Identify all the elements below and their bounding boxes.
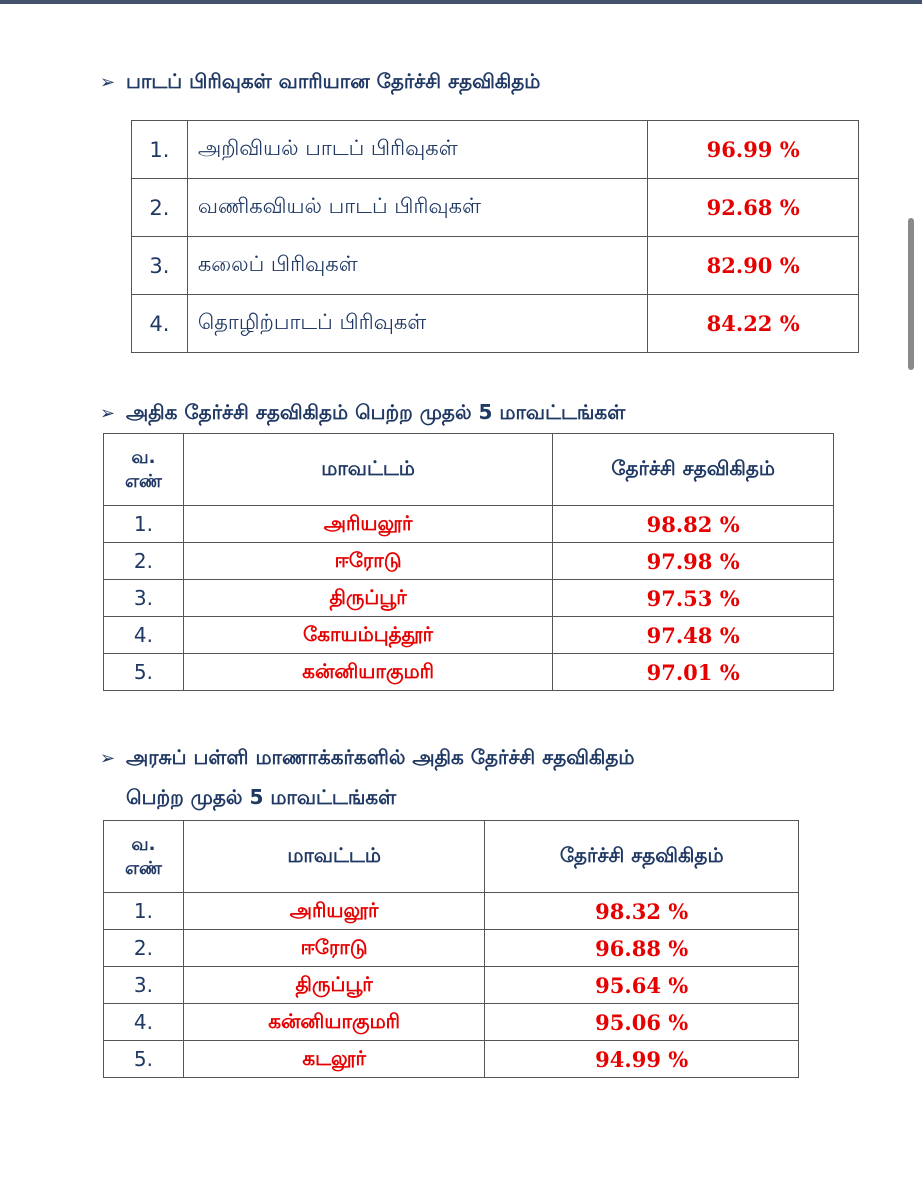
table-row	[132, 179, 859, 237]
pass-percent: 96.88 %	[485, 930, 799, 967]
table-row	[132, 121, 859, 179]
table-header-row	[104, 434, 834, 506]
table-row	[104, 580, 834, 617]
table-row	[104, 543, 834, 580]
pass-percent: 96.99 %	[648, 121, 859, 179]
pass-percent: 98.82 %	[553, 506, 834, 543]
pass-percent: 97.01 %	[553, 654, 834, 691]
pass-percent-header: தேர்ச்சி சதவிகிதம்	[485, 821, 799, 893]
row-number: 2.	[104, 930, 184, 967]
table-row	[104, 654, 834, 691]
row-number: 2.	[104, 543, 184, 580]
stream-label: வணிகவியல் பாடப் பிரிவுகள்	[187, 179, 647, 237]
district-header: மாவட்டம்	[183, 821, 485, 893]
district-name: அரியலூர்	[183, 893, 485, 930]
table-row	[132, 237, 859, 295]
pass-percent-header: தேர்ச்சி சதவிகிதம்	[553, 434, 834, 506]
pass-percent: 94.99 %	[485, 1041, 799, 1078]
top-border	[0, 0, 922, 4]
district-header: மாவட்டம்	[183, 434, 552, 506]
row-number: 4.	[104, 1004, 184, 1041]
district-name: கடலூர்	[183, 1041, 485, 1078]
pass-percent: 98.32 %	[485, 893, 799, 930]
table-row	[104, 1004, 799, 1041]
serial-number-header	[104, 434, 184, 506]
stream-label: தொழிற்பாடப் பிரிவுகள்	[187, 295, 647, 353]
sno-header-line2: எண்	[124, 857, 162, 879]
table-row	[104, 1041, 799, 1078]
pass-percent: 95.64 %	[485, 967, 799, 1004]
row-number: 5.	[104, 1041, 184, 1078]
pass-percent: 82.90 %	[648, 237, 859, 295]
sno-header-line1: வ.	[131, 446, 156, 468]
table-row	[132, 295, 859, 353]
bullet-arrow-icon: ➢	[100, 403, 116, 424]
row-number: 3.	[132, 237, 188, 295]
stream-label: அறிவியல் பாடப் பிரிவுகள்	[187, 121, 647, 179]
district-name: ஈரோடு	[183, 930, 485, 967]
row-number: 1.	[104, 893, 184, 930]
row-number: 2.	[132, 179, 188, 237]
stream-pass-table	[131, 120, 859, 353]
section3-heading	[100, 742, 635, 812]
district-name: திருப்பூர்	[183, 580, 552, 617]
district-name: அரியலூர்	[183, 506, 552, 543]
district-name: கன்னியாகுமரி	[183, 654, 552, 691]
table-row	[104, 930, 799, 967]
table-row	[104, 893, 799, 930]
district-name: திருப்பூர்	[183, 967, 485, 1004]
table-row	[104, 506, 834, 543]
row-number: 5.	[104, 654, 184, 691]
top-districts-table	[103, 433, 834, 691]
row-number: 3.	[104, 580, 184, 617]
section3-title-line1: அரசுப் பள்ளி மாணாக்கர்களில் அதிக தேர்ச்சி சதவிகிதம்	[126, 745, 635, 769]
bullet-arrow-icon: ➢	[100, 72, 116, 93]
stream-label: கலைப் பிரிவுகள்	[187, 237, 647, 295]
row-number: 1.	[104, 506, 184, 543]
bullet-arrow-icon: ➢	[100, 748, 116, 769]
row-number: 4.	[132, 295, 188, 353]
govt-school-districts-table	[103, 820, 799, 1078]
sno-header-line1: வ.	[131, 833, 156, 855]
row-number: 1.	[132, 121, 188, 179]
district-name: கன்னியாகுமரி	[183, 1004, 485, 1041]
section1-title: பாடப் பிரிவுகள் வாரியான தேர்ச்சி சதவிகிதம்	[126, 69, 541, 93]
pass-percent: 84.22 %	[648, 295, 859, 353]
table-header-row	[104, 821, 799, 893]
section2-heading	[100, 397, 625, 429]
pass-percent: 97.48 %	[553, 617, 834, 654]
pass-percent: 97.53 %	[553, 580, 834, 617]
row-number: 3.	[104, 967, 184, 1004]
section1-heading	[100, 66, 540, 98]
row-number: 4.	[104, 617, 184, 654]
table-row	[104, 617, 834, 654]
district-name: கோயம்புத்தூர்	[183, 617, 552, 654]
pass-percent: 97.98 %	[553, 543, 834, 580]
pass-percent: 92.68 %	[648, 179, 859, 237]
sno-header-line2: எண்	[124, 470, 162, 492]
section3-title-line2: பெற்ற முதல் 5 மாவட்டங்கள்	[126, 785, 397, 809]
section2-title: அதிக தேர்ச்சி சதவிகிதம் பெற்ற முதல் 5 மாவட்டங்கள்	[126, 400, 626, 424]
pass-percent: 95.06 %	[485, 1004, 799, 1041]
district-name: ஈரோடு	[183, 543, 552, 580]
table-row	[104, 967, 799, 1004]
scrollbar[interactable]	[908, 218, 914, 370]
serial-number-header	[104, 821, 184, 893]
